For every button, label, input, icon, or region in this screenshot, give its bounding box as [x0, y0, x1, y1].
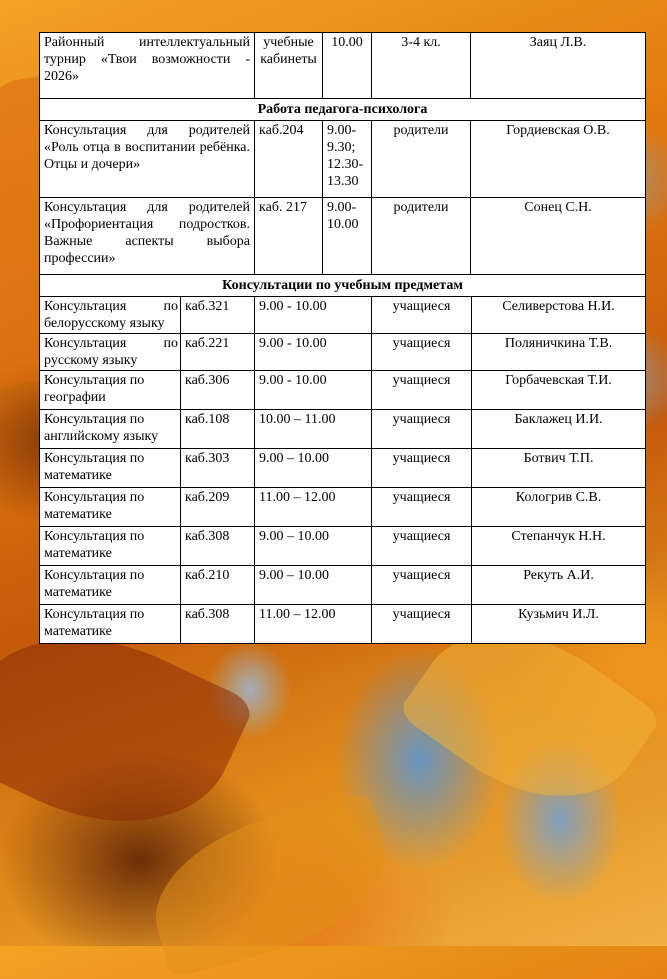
place-cell: каб.303: [181, 449, 255, 488]
section-heading: Консультации по учебным предметам: [40, 275, 646, 297]
place-cell: каб.204: [255, 121, 323, 198]
place-cell: учебные кабинеты: [255, 33, 323, 99]
participants-cell: родители: [372, 198, 471, 275]
time-cell: 10.00 – 11.00: [255, 410, 372, 449]
participants-cell: учащиеся: [372, 449, 472, 488]
time-cell: 9.00- 9.30; 12.30- 13.30: [323, 121, 372, 198]
responsible-cell: Степанчук Н.Н.: [472, 527, 646, 566]
responsible-cell: Гордиевская О.В.: [471, 121, 646, 198]
participants-cell: учащиеся: [372, 297, 472, 334]
responsible-cell: Селиверстова Н.И.: [472, 297, 646, 334]
responsible-cell: Кологрив С.В.: [472, 488, 646, 527]
event-cell: Консультация для родителей «Роль отца в воспитании ребёнка. Отцы и дочери»: [40, 121, 255, 198]
time-cell: 9.00- 10.00: [323, 198, 372, 275]
responsible-cell: Сонец С.Н.: [471, 198, 646, 275]
event-cell: Консультация по английскому языку: [40, 410, 181, 449]
event-cell: Консультация по математике: [40, 488, 181, 527]
time-cell: 11.00 – 12.00: [255, 488, 372, 527]
table-row: [40, 410, 646, 449]
time-cell: 9.00 - 10.00: [255, 297, 372, 334]
time-cell: 9.00 – 10.00: [255, 566, 372, 605]
event-cell: Консультация по белорусскому языку: [40, 297, 181, 334]
participants-cell: учащиеся: [372, 488, 472, 527]
table-row: [40, 566, 646, 605]
event-cell: Консультация по математике: [40, 449, 181, 488]
table-row: [40, 527, 646, 566]
responsible-cell: Ботвич Т.П.: [472, 449, 646, 488]
time-cell: 10.00: [323, 33, 372, 99]
participants-cell: учащиеся: [372, 527, 472, 566]
table-row: [40, 371, 646, 410]
section-heading-row: [40, 99, 646, 121]
table-row: [40, 297, 646, 334]
table-row: [40, 449, 646, 488]
table-row: [40, 605, 646, 644]
participants-cell: учащиеся: [372, 371, 472, 410]
place-cell: каб.321: [181, 297, 255, 334]
time-cell: 9.00 – 10.00: [255, 449, 372, 488]
participants-cell: учащиеся: [372, 410, 472, 449]
section-heading: Работа педагога-психолога: [40, 99, 646, 121]
place-cell: каб.221: [181, 334, 255, 371]
place-cell: каб.210: [181, 566, 255, 605]
time-cell: 9.00 - 10.00: [255, 371, 372, 410]
schedule-sheet: [39, 32, 645, 644]
time-cell: 9.00 - 10.00: [255, 334, 372, 371]
participants-cell: учащиеся: [372, 605, 472, 644]
table-row: [40, 488, 646, 527]
participants-cell: 3-4 кл.: [372, 33, 471, 99]
place-cell: каб.308: [181, 527, 255, 566]
place-cell: каб. 217: [255, 198, 323, 275]
responsible-cell: Баклажец И.И.: [472, 410, 646, 449]
schedule-table: [39, 32, 646, 644]
time-cell: 9.00 – 10.00: [255, 527, 372, 566]
participants-cell: родители: [372, 121, 471, 198]
event-cell: Районный интеллектуальный турнир «Твои возможности - 2026»: [40, 33, 255, 99]
event-cell: Консультация по математике: [40, 605, 181, 644]
event-cell: Консультация для родителей «Профориентация подростков. Важные аспекты выбора профессии»: [40, 198, 255, 275]
responsible-cell: Заяц Л.В.: [471, 33, 646, 99]
participants-cell: учащиеся: [372, 334, 472, 371]
table-row: [40, 33, 646, 99]
event-cell: Консультация по русскому языку: [40, 334, 181, 371]
event-cell: Консультация по географии: [40, 371, 181, 410]
responsible-cell: Кузьмич И.Л.: [472, 605, 646, 644]
time-cell: 11.00 – 12.00: [255, 605, 372, 644]
participants-cell: учащиеся: [372, 566, 472, 605]
section-heading-row: [40, 275, 646, 297]
place-cell: каб.308: [181, 605, 255, 644]
responsible-cell: Рекуть А.И.: [472, 566, 646, 605]
table-row: [40, 198, 646, 275]
table-row: [40, 121, 646, 198]
event-cell: Консультация по математике: [40, 527, 181, 566]
event-cell: Консультация по математике: [40, 566, 181, 605]
responsible-cell: Горбачевская Т.И.: [472, 371, 646, 410]
place-cell: каб.306: [181, 371, 255, 410]
place-cell: каб.108: [181, 410, 255, 449]
background-leaf: [137, 791, 402, 979]
table-row: [40, 334, 646, 371]
place-cell: каб.209: [181, 488, 255, 527]
responsible-cell: Поляничкина Т.В.: [472, 334, 646, 371]
